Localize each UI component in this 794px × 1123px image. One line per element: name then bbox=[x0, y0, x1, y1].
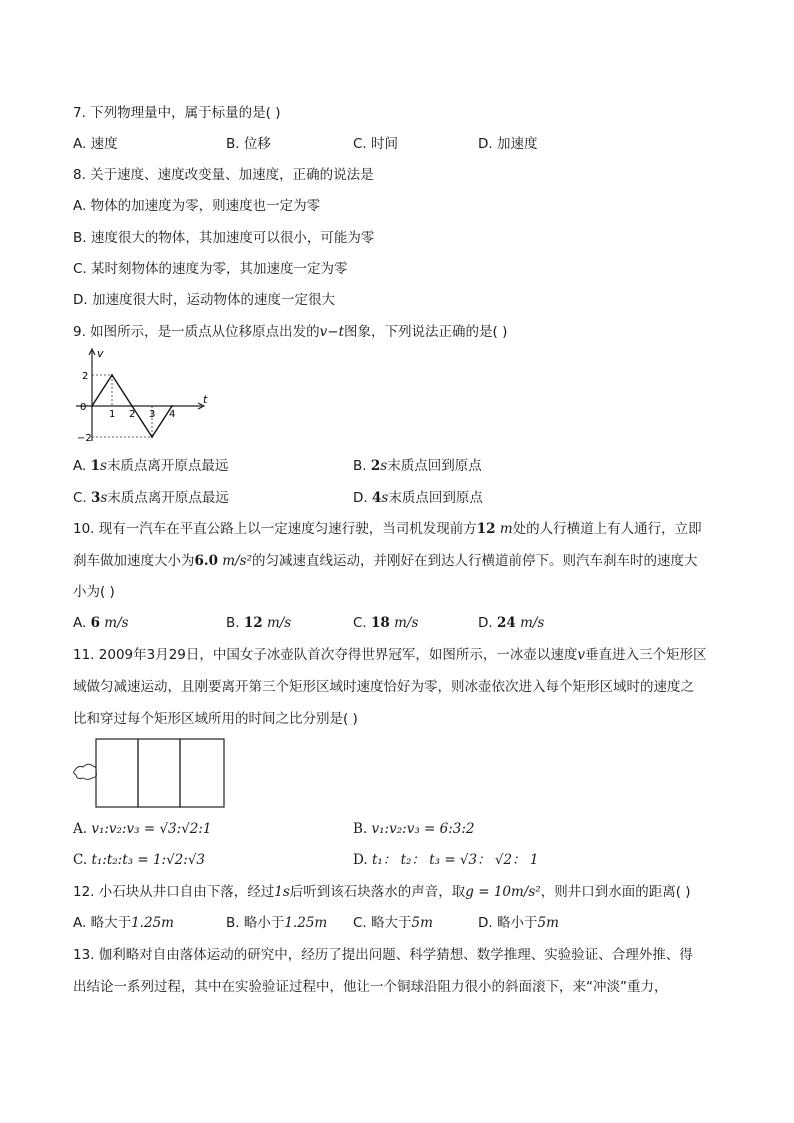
q10-line3: 小为( ) bbox=[73, 584, 115, 600]
q11-line1: 11. 2009年3月29日，中国女子冰壶队首次夺得世界冠军，如图所示，一冰壶以速度v垂直进入三个矩形区 bbox=[73, 647, 707, 663]
q9-stem-math: v−t bbox=[319, 324, 345, 340]
q9-stem bbox=[73, 322, 507, 342]
q8-stem: 8. 关于速度、速度改变量、加速度，正确的说法是 bbox=[73, 167, 374, 183]
t-axis-label: t bbox=[203, 393, 208, 406]
q7-stem: 7. 下列物理量中，属于标量的是( ) bbox=[73, 105, 281, 121]
q7-option-d: D. 加速度 bbox=[478, 136, 538, 152]
q7-option-c: C. 时间 bbox=[353, 136, 399, 152]
x-tick-2: 2 bbox=[129, 409, 136, 420]
vt-point-2 bbox=[131, 405, 133, 407]
q9-vt-graph bbox=[70, 345, 220, 445]
q8-option-c: C. 某时刻物体的速度为零，其加速度一定为零 bbox=[73, 261, 348, 277]
x-tick-1: 1 bbox=[109, 409, 116, 420]
q12-option-c: C. 略大于5m bbox=[353, 915, 433, 931]
q12-stem: 12. 小石块从井口自由下落，经过1s后听到该石块落水的声音，取g = 10m/s²，则井口到水面的距离( ) bbox=[73, 884, 691, 900]
q10-option-a: A. 6 m/s bbox=[73, 615, 129, 631]
vt-point-4 bbox=[171, 405, 173, 407]
q11-line2: 域做匀减速运动，且刚要离开第三个矩形区域时速度恰好为零，则冰壶依次进入每个矩形区域时的速度之 bbox=[73, 679, 694, 695]
q9-stem-pre: 9. 如图所示，是一质点从位移原点出发的 bbox=[73, 324, 320, 340]
curling-rect-3 bbox=[180, 739, 224, 807]
curling-stone-icon bbox=[74, 764, 97, 779]
q7-option-a: A. 速度 bbox=[73, 136, 118, 152]
v-axis-label: v bbox=[97, 347, 104, 360]
vt-point-1 bbox=[111, 374, 113, 376]
q12-option-b: B. 略小于1.25m bbox=[226, 915, 328, 931]
q9-option-a: A. 1s末质点离开原点最远 bbox=[73, 458, 229, 474]
curling-rect-2 bbox=[138, 739, 180, 807]
q7-option-b: B. 位移 bbox=[226, 136, 271, 152]
y-tick-2: 2 bbox=[82, 371, 89, 382]
origin-label: 0 bbox=[80, 402, 87, 413]
q9-stem-post: 图象，下列说法正确的是( ) bbox=[344, 324, 508, 340]
q10-option-b: B. 12 m/s bbox=[226, 615, 292, 631]
q10-line1: 10. 现有一汽车在平直公路上以一定速度匀速行驶，当司机发现前方12 m处的人行横道上有人通行，立即 bbox=[73, 521, 702, 537]
x-tick-3: 3 bbox=[149, 409, 156, 420]
q11-option-b: B. v₁:v₂:v₃ = 6:3:2 bbox=[353, 821, 475, 837]
q12-option-a: A. 略大于1.25m bbox=[73, 915, 174, 931]
q9-option-d: D. 4s末质点回到原点 bbox=[353, 490, 483, 506]
y-tick-neg2: −2 bbox=[77, 433, 92, 444]
q10-option-d: D. 24 m/s bbox=[478, 615, 545, 631]
vt-point-0 bbox=[91, 405, 93, 407]
q13-line1: 13. 伽利略对自由落体运动的研究中，经历了提出问题、科学猜想、数学推理、实验验证、合理外推、得 bbox=[73, 947, 693, 963]
q8-option-a: A. 物体的加速度为零，则速度也一定为零 bbox=[73, 198, 321, 214]
q10-option-c: C. 18 m/s bbox=[353, 615, 419, 631]
vt-chart bbox=[76, 347, 208, 444]
q9-option-b: B. 2s末质点回到原点 bbox=[353, 458, 482, 474]
curling-rect-1 bbox=[96, 739, 138, 807]
q11-curling-figure bbox=[72, 736, 232, 812]
q8-option-d: D. 加速度很大时，运动物体的速度一定很大 bbox=[73, 292, 335, 308]
q13-line2: 出结论一系列过程，其中在实验验证过程中，他让一个铜球沿阻力很小的斜面滚下，来“冲淡”重力， bbox=[73, 979, 668, 995]
q11-line3: 比和穿过每个矩形区域所用的时间之比分别是( ) bbox=[73, 711, 358, 727]
q12-option-d: D. 略小于5m bbox=[478, 915, 559, 931]
q11-option-c: C. t₁:t₂:t₃ = 1:√2:√3 bbox=[73, 852, 206, 868]
x-tick-4: 4 bbox=[169, 409, 176, 420]
q11-option-a: A. v₁:v₂:v₃ = √3:√2:1 bbox=[73, 821, 212, 837]
q8-option-b: B. 速度很大的物体，其加速度可以很小，可能为零 bbox=[73, 230, 375, 246]
q10-line2: 刹车做加速度大小为6.0 m/s²的匀减速直线运动，并刚好在到达人行横道前停下。则汽车刹车时的速度大 bbox=[73, 553, 698, 569]
q11-option-d: D. t₁： t₂： t₃ = √3： √2： 1 bbox=[353, 852, 539, 868]
q9-option-c: C. 3s末质点离开原点最远 bbox=[73, 490, 229, 506]
vt-point-3 bbox=[151, 436, 153, 438]
